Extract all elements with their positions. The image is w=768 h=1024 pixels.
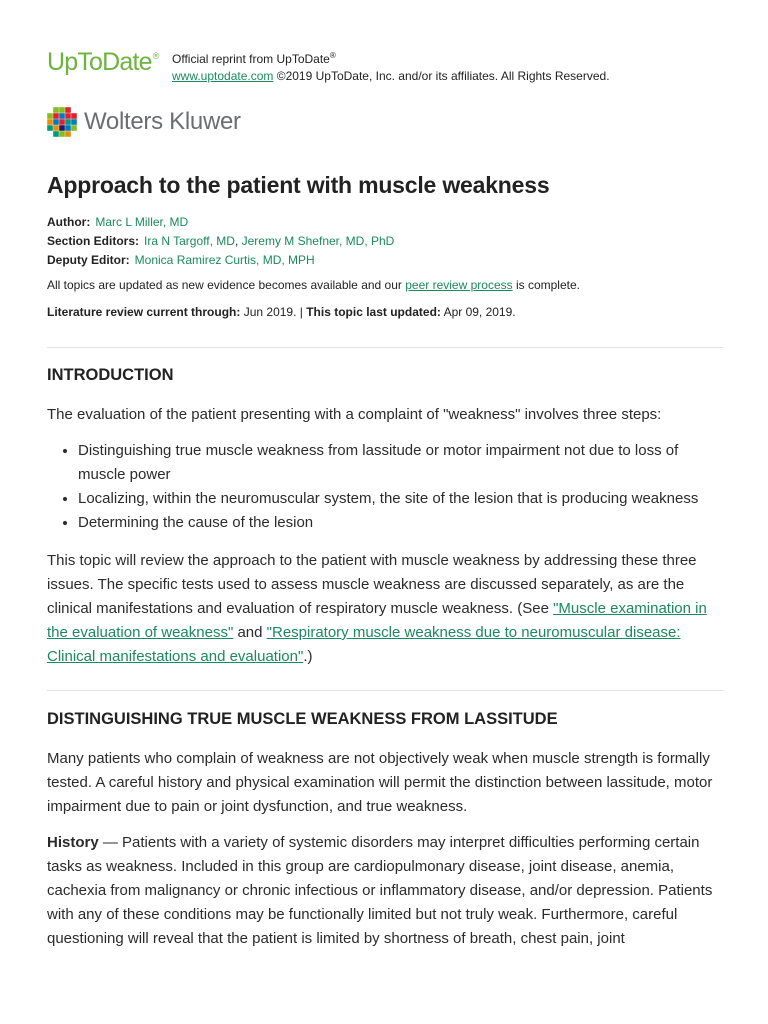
uptodate-logo-mark: ® — [152, 51, 159, 61]
reprint-notice — [172, 47, 610, 85]
registered-mark: ® — [329, 51, 336, 60]
reprint-header — [47, 44, 723, 84]
mosaic-tile — [65, 131, 71, 137]
last-updated-value: Apr 09, 2019. — [440, 305, 516, 319]
lassitude-heading: DISTINGUISHING TRUE MUSCLE WEAKNESS FROM LASSITUDE — [47, 710, 558, 728]
history-paragraph — [47, 831, 724, 951]
mosaic-tile — [53, 125, 59, 131]
section-editor-link-2[interactable]: Jeremy M Shefner, MD, PhD — [241, 234, 395, 248]
mosaic-tile — [59, 125, 65, 131]
article-title: Approach to the patient with muscle weakness — [47, 172, 550, 198]
history-text: — Patients with a variety of systemic disorders may interpret difficulties performing certain tasks as weakness. Included in this group are cardiopulmonary disease, joint disease, anemia, cachexia from malignancy or chronic infectious or inflammatory disease, and/or depression. Patients with any of these conditions may be functionally limited but not truly weak. Furthermore, careful questioning will reveal that the patient is limited by shortness of breath, chest pain, joint — [47, 834, 713, 947]
mosaic-tile — [47, 125, 53, 131]
uptodate-site-link[interactable]: www.uptodate.com — [172, 69, 274, 83]
review-and: and — [233, 624, 267, 641]
mosaic-tile — [59, 131, 65, 137]
mosaic-tile — [47, 119, 53, 125]
mosaic-tile — [65, 107, 71, 113]
lit-review-value: Jun 2019. | — [240, 305, 307, 319]
lassitude-paragraph: Many patients who complain of weakness are not objectively weak when muscle strength is formally tested. A careful history and physical examination will permit the distinction between lassitude, motor impairment due to pain or joint dysfunction, and true weakness. — [47, 750, 713, 815]
mosaic-tiles — [47, 107, 77, 137]
muscle-examination-link[interactable]: "Muscle examination in the evaluation of weakness" — [47, 600, 707, 641]
last-updated-label: This topic last updated: — [306, 305, 441, 319]
list-item: • Determining the cause of the lesion — [78, 511, 724, 535]
deputy-editor-row — [47, 251, 394, 270]
mosaic-tile — [65, 125, 71, 131]
wolters-kluwer-mosaic-icon — [47, 107, 78, 138]
author-link[interactable]: Marc L Miller, MD — [95, 215, 189, 229]
history-label: History — [47, 834, 99, 851]
author-row — [47, 213, 394, 232]
mosaic-tile — [59, 107, 65, 113]
divider — [47, 690, 723, 691]
wolters-kluwer-logo — [47, 106, 241, 138]
update-note-text: All topics are updated as new evidence becomes available and our — [47, 278, 406, 292]
mosaic-tile — [59, 113, 65, 119]
deputy-editor-label: Deputy Editor: — [47, 253, 130, 267]
review-text: This topic will review the approach to the patient with muscle weakness by addressing these three issues. The specific tests used to assess muscle weakness are discussed separately, as are the clinical manifestations and evaluation of respiratory muscle weakness. (See — [47, 552, 697, 617]
review-end: .) — [303, 648, 313, 665]
mosaic-tile — [53, 119, 59, 125]
introduction-heading: INTRODUCTION — [47, 366, 174, 384]
list-item: • Localizing, within the neuromuscular system, the site of the lesion that is producing weakness — [78, 487, 724, 511]
section-editors-row — [47, 232, 394, 251]
publisher-name: Wolters Kluwer — [84, 108, 241, 135]
mosaic-tile — [65, 119, 71, 125]
uptodate-logo[interactable] — [47, 50, 159, 75]
mosaic-tile — [47, 113, 53, 119]
update-note — [47, 278, 580, 292]
editor-separator: , — [234, 234, 239, 248]
mosaic-tile — [71, 113, 77, 119]
update-note-end: is complete. — [512, 278, 580, 292]
reprint-line: Official reprint from UpToDate — [172, 52, 330, 66]
mosaic-tile — [71, 119, 77, 125]
uptodate-logo-text: UpToDate — [47, 48, 152, 76]
introduction-review-paragraph — [47, 549, 724, 669]
respiratory-weakness-link[interactable]: "Respiratory muscle weakness due to neuromuscular disease: Clinical manifestations and evaluation" — [47, 624, 681, 665]
evaluation-steps-list — [47, 439, 724, 535]
list-item: • Distinguishing true muscle weakness from lassitude or motor impairment not due to loss of muscle power — [78, 439, 724, 487]
mosaic-tile — [59, 119, 65, 125]
section-editor-link-1[interactable]: Ira N Targoff, MD — [144, 234, 235, 248]
peer-review-link[interactable]: peer review process — [405, 278, 513, 292]
introduction-lead: The evaluation of the patient presenting with a complaint of "weakness" involves three steps: — [47, 406, 662, 423]
copyright-text: ©2019 UpToDate, Inc. and/or its affiliates. All Rights Reserved. — [276, 69, 610, 83]
review-dates — [47, 305, 516, 319]
lit-review-label: Literature review current through: — [47, 305, 241, 319]
divider — [47, 347, 723, 348]
article-credits — [47, 213, 394, 270]
mosaic-tile — [65, 113, 71, 119]
deputy-editor-link[interactable]: Monica Ramirez Curtis, MD, MPH — [134, 253, 315, 267]
mosaic-tile — [53, 131, 59, 137]
author-label: Author: — [47, 215, 91, 229]
section-editors-label: Section Editors: — [47, 234, 140, 248]
mosaic-tile — [53, 107, 59, 113]
mosaic-tile — [53, 113, 59, 119]
mosaic-tile — [71, 125, 77, 131]
